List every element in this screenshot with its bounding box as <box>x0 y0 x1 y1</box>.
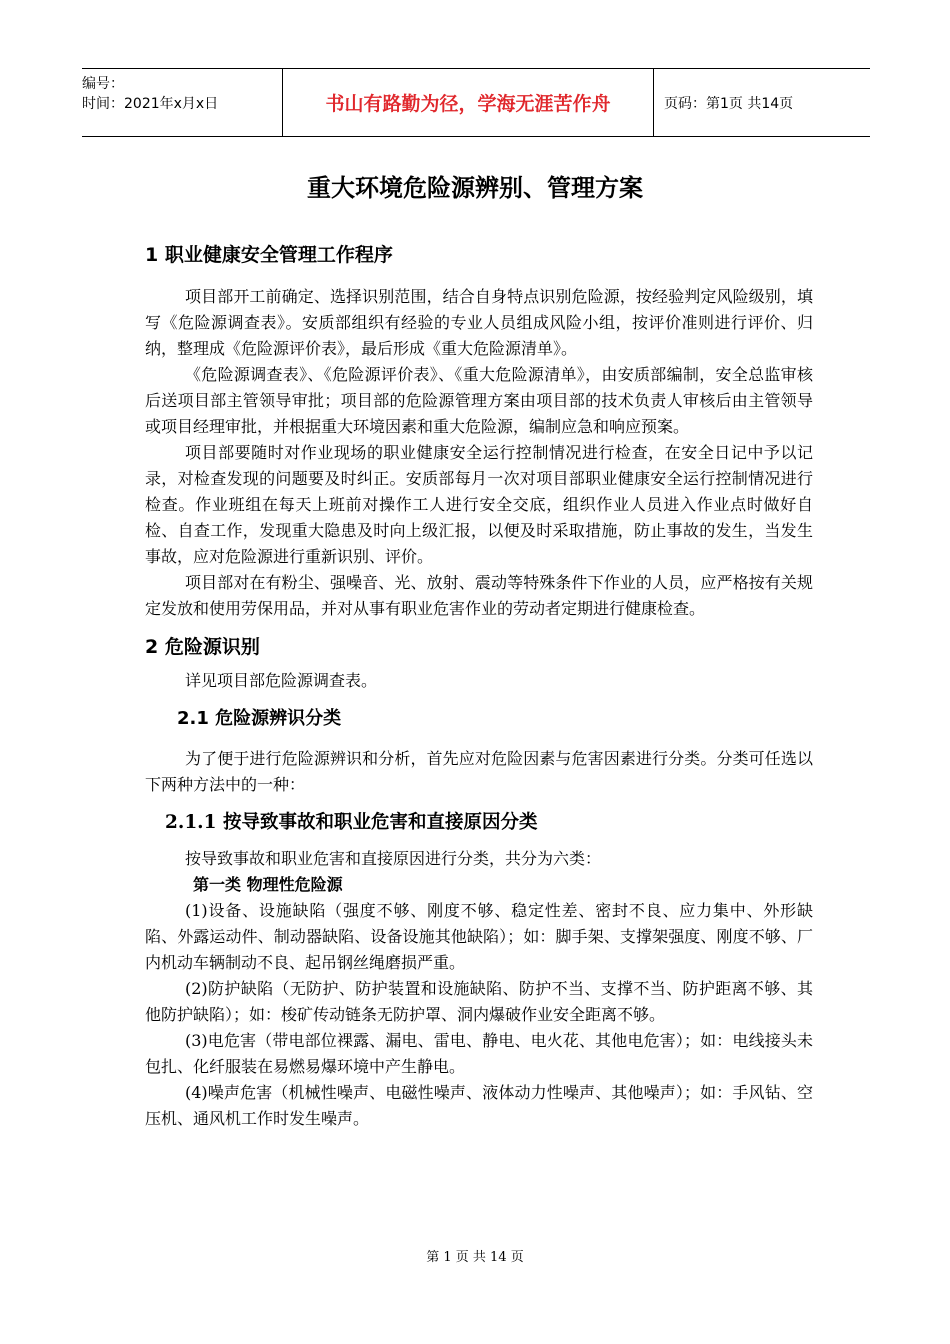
section-1-paragraph-3: 项目部要随时对作业现场的职业健康安全运行控制情况进行检查，在安全日记中予以记录，对检查发现的问题要及时纠正。安质部每月一次对项目部职业健康安全运行控制情况进行检查。作业班组在每天上班前对操作工人进行安全交底，组织作业人员进入作业点时做好自检、自查工作，发现重大隐患及时向上级汇报，以便及时采取措施，防止事故的发生，当发生事故，应对危险源进行重新识别、评价。 <box>145 443 813 566</box>
header-table <box>82 68 870 137</box>
number-label: 编号： <box>82 76 124 92</box>
hazard-item-2: (2)防护缺陷（无防护、防护装置和设施缺陷、防护不当、支撑不当、防护距离不够、其他防护缺陷）；如：梭矿传动链条无防护罩、洞内爆破作业安全距离不够。 <box>145 979 813 1024</box>
document-title: 重大环境危险源辨别、管理方案 <box>307 174 643 202</box>
page-footer: 第 1 页 共 14 页 <box>426 1250 524 1265</box>
hazard-item-4: (4)噪声危害（机械性噪声、电磁性噪声、液体动力性噪声、其他噪声）；如：手风钻、空压机、通风机工作时发生噪声。 <box>145 1083 813 1128</box>
subsection-2-1-1-heading: 2.1.1 按导致事故和职业危害和直接原因分类 <box>165 812 538 833</box>
section-2-heading: 2 危险源识别 <box>145 636 260 658</box>
subsection-2-1-heading: 2.1 危险源辨识分类 <box>177 708 342 729</box>
header-page-info <box>654 69 870 136</box>
header-meta <box>82 69 282 136</box>
page-info: 页码：第1页 共14页 <box>664 95 794 112</box>
hazard-item-1: (1)设备、设施缺陷（强度不够、刚度不够、稳定性差、密封不良、应力集中、外形缺陷、外露运动件、制动器缺陷、设备设施其他缺陷）；如：脚手架、支撑架强度、刚度不够、厂内机动车辆制动不良、起吊钢丝绳磨损严重。 <box>145 901 813 972</box>
document-body <box>145 240 813 1132</box>
category-1-heading: 第一类 物理性危险源 <box>193 875 343 894</box>
section-1-paragraph-1: 项目部开工前确定、选择识别范围，结合自身特点识别危险源，按经验判定风险级别，填写《危险源调查表》。安质部组织有经验的专业人员组成风险小组，按评价准则进行评价、归纳，整理成《危险源评价表》，最后形成《重大危险源清单》。 <box>145 287 813 358</box>
subsection-2-1-1-paragraph: 按导致事故和职业危害和直接原因进行分类，共分为六类： <box>185 849 602 868</box>
section-1-heading: 1 职业健康安全管理工作程序 <box>145 244 393 266</box>
section-2-intro: 详见项目部危险源调查表。 <box>185 671 378 690</box>
subsection-2-1-paragraph: 为了便于进行危险源辨识和分析，首先应对危险因素与危害因素进行分类。分类可任选以下两种方法中的一种： <box>145 749 813 794</box>
hazard-item-3: (3)电危害（带电部位裸露、漏电、雷电、静电、电火花、其他电危害）；如：电线接头未包扎、化纤服装在易燃易爆环境中产生静电。 <box>145 1031 813 1076</box>
header-motto-cell <box>282 69 654 136</box>
section-1-paragraph-2: 《危险源调查表》、《危险源评价表》、《重大危险源清单》，由安质部编制，安全总监审核后送项目部主管领导审批；项目部的危险源管理方案由项目部的技术负责人审核后由主管领导或项目经理审批，并根据重大环境因素和重大危险源，编制应急和响应预案。 <box>145 365 813 436</box>
section-1-paragraph-4: 项目部对在有粉尘、强噪音、光、放射、震动等特殊条件下作业的人员，应严格按有关规定发放和使用劳保用品，并对从事有职业危害作业的劳动者定期进行健康检查。 <box>145 573 813 618</box>
motto: 书山有路勤为径，学海无涯苦作舟 <box>325 93 611 115</box>
time-label: 时间：2021年x月x日 <box>82 96 219 112</box>
